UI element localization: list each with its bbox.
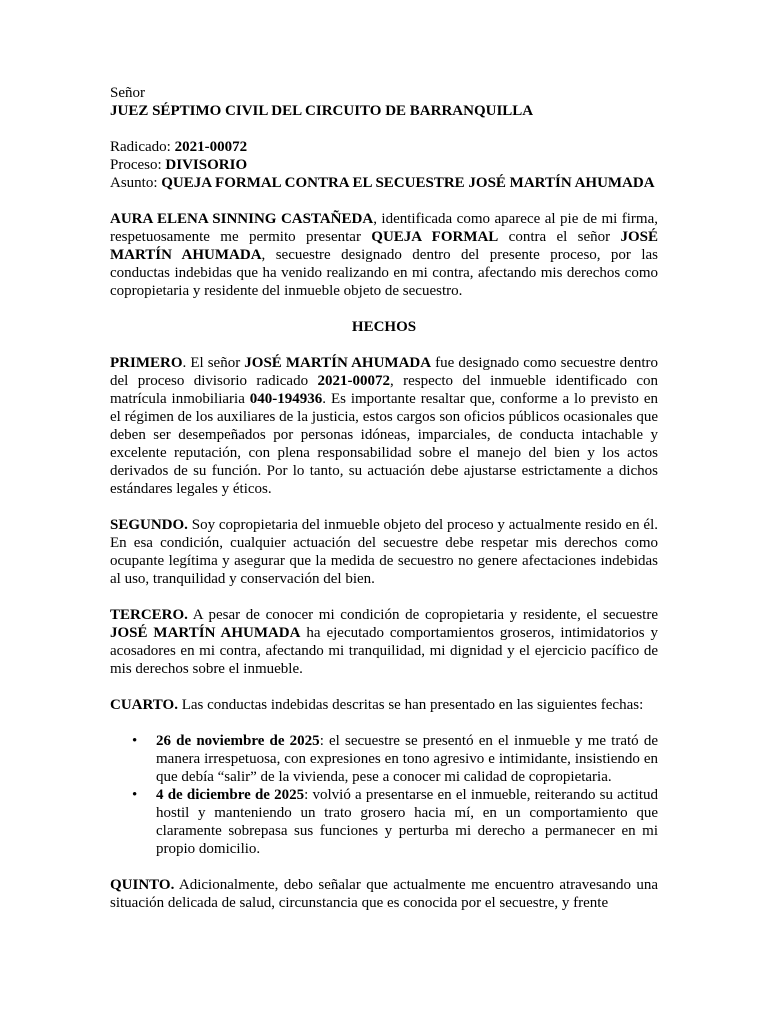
bullet-icon: • (132, 733, 138, 749)
radicado-line: Radicado: 2021-00072 (110, 139, 248, 155)
intro-paragraph: AURA ELENA SINNING CASTAÑEDA, identificada como aparece al pie de mi firma, respetuosamente me permito presentar QUEJA FORMAL contra el señor JOSÉ MARTÍN AHUMADA, secuestre designado dentro del presente proceso, por las conductas indebidas que ha venido realizando en mi contra, afectando mis derechos como copropietaria y residente del inmueble objeto de secuestro. (110, 211, 658, 299)
bullet-icon: • (132, 787, 138, 803)
fechas-list (110, 732, 658, 858)
segundo-paragraph: SEGUNDO. Soy copropietaria del inmueble objeto del proceso y actualmente resido en él. En esa condición, cualquier actuación del secuestre debe respetar mis derechos como ocupante legítima y asegurar que la medida de secuestro no genere afectaciones indebidas al uso, tranquilidad y conservación del bien. (110, 517, 658, 587)
primero-paragraph: PRIMERO. El señor JOSÉ MARTÍN AHUMADA fue designado como secuestre dentro del proceso divisorio radicado 2021-00072, respecto del inmueble identificado con matrícula inmobiliaria 040-194936. Es importante resaltar que, conforme a lo previsto en el régimen de los auxiliares de la justicia, estos cargos son oficios públicos ocasionales que deben ser desempeñados por personas idóneas, imparciales, de conducta intachable y excelente reputación, con plena responsabilidad sobre el manejo del bien y los actos derivados de su función. Por lo tanto, su actuación debe ajustarse estrictamente a dichos estándares legales y éticos. (110, 355, 658, 497)
asunto-line: Asunto: QUEJA FORMAL CONTRA EL SECUESTRE JOSÉ MARTÍN AHUMADA (110, 175, 655, 191)
proceso-line: Proceso: DIVISORIO (110, 157, 248, 173)
quinto-paragraph: QUINTO. Adicionalmente, debo señalar que actualmente me encuentro atravesando una situación delicada de salud, circunstancia que es conocida por el secuestre, y frente (110, 877, 658, 911)
tercero-paragraph: TERCERO. A pesar de conocer mi condición de copropietaria y residente, el secuestre JOSÉ MARTÍN AHUMADA ha ejecutado comportamientos groseros, intimidatorios y acosadores en mi contra, afectando mi tranquilidad, mi dignidad y el ejercicio pacífico de mis derechos sobre el inmueble. (110, 607, 658, 677)
salutation: Señor (110, 85, 145, 101)
list-item: • 26 de noviembre de 2025: el secuestre se presentó en el inmueble y me trató de manera irrespetuosa, con expresiones en tono agresivo e intimidante, insistiendo en que debía “salir” de la vivienda, pese a conocer mi calidad de copropietaria. (132, 733, 658, 785)
list-item: • 4 de diciembre de 2025: volvió a presentarse en el inmueble, reiterando su actitud hostil y manteniendo un trato grosero hacia mí, en un comportamiento que claramente sobrepasa sus funciones y perturba mi derecho a permanecer en mi propio domicilio. (132, 787, 658, 857)
addressee: JUEZ SÉPTIMO CIVIL DEL CIRCUITO DE BARRANQUILLA (110, 103, 534, 119)
cuarto-paragraph: CUARTO. Las conductas indebidas descritas se han presentado en las siguientes fechas: (110, 697, 644, 713)
document-page (110, 84, 658, 912)
hechos-heading: HECHOS (351, 319, 417, 335)
